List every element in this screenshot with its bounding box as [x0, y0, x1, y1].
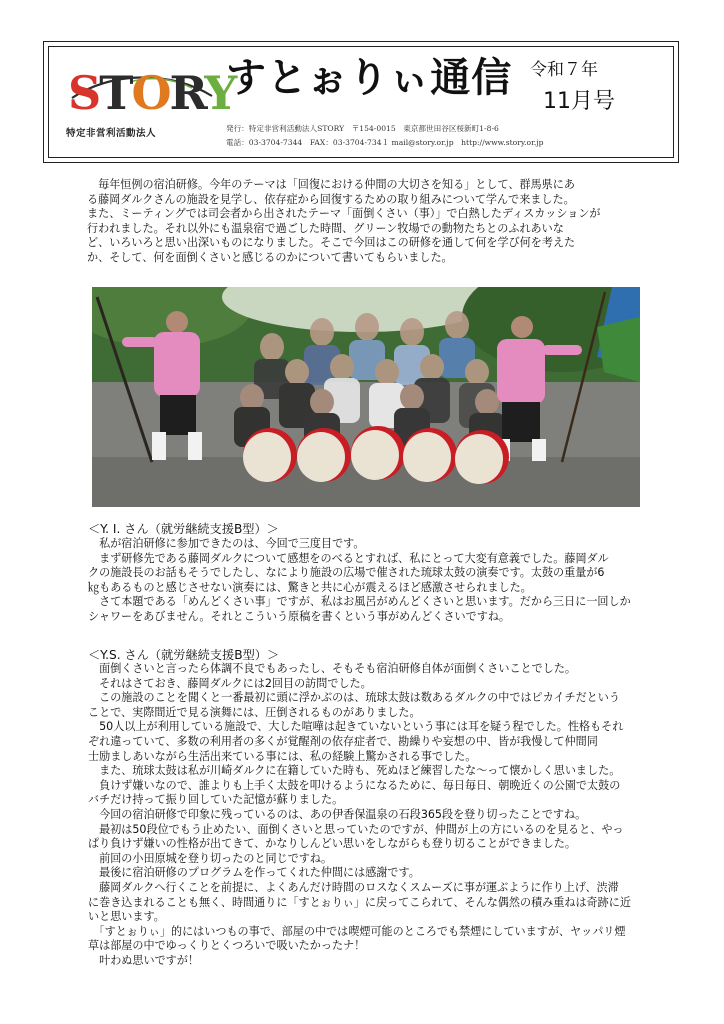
body-line: クの施設長のお話もそうでしたし、なにより施設の広場で催された琉球太鼓の演奏です。太鼓の重量が6	[88, 566, 605, 580]
contact-line-phone: 電話：03-3704-7344 FAX：03-3704-734１ mail@story.or.jp http://www.story.or.jp	[226, 138, 544, 147]
body-line: まず研修先である藤岡ダルクについて感想をのべるとすれば、私にとって大変有意義でした。藤岡ダル	[88, 551, 609, 565]
body-line: いと思います。	[88, 910, 165, 924]
body-line: 負けず嫌いなので、誰よりも上手く太鼓を叩けるようになるために、毎日毎日、朝晩近くの公園で太鼓の	[88, 778, 621, 792]
contact-line-address: 発行：特定非営利活動法人STORY 〒154-0015 東京都世田谷区桜新町1-8-6	[226, 124, 499, 133]
body-line: 叶わぬ思いですが！	[88, 953, 199, 967]
body-line: バチだけ持って振り回していた記憶が蘇りました。	[88, 793, 344, 807]
body-line: 草は部屋の中でゆっくりとくつろいで吸いたかったナ！	[88, 939, 366, 953]
body-line: ことで、実際間近で見る演舞には、圧倒されるものがありました。	[88, 705, 421, 719]
body-line: 50人以上が利用している施設で、大した喧嘩は起きていないという事には耳を疑う程でした。性格もそれ	[88, 720, 624, 734]
story-logo-text: STORY	[68, 66, 236, 120]
body-line: さて本題である「めんどくさい事」ですが、私はお風呂がめんどくさいと思います。だから三日に一回しか	[88, 595, 631, 609]
body-line: 前回の小田原城を登り切ったのと同じですね。	[88, 851, 333, 865]
newsletter-title: すとぉりぃ通信	[226, 55, 513, 101]
body-line: この施設のことを聞くと一番最初に頭に浮かぶのは、琉球太鼓は数あるダルクの中ではピカイチだという	[88, 691, 620, 705]
body-line: ぞれ違っていて、多数の利用者の多くが覚醒剤の依存症者で、勘繰りや妄想の中、皆が我慢して仲間同	[88, 734, 598, 748]
body-line: 最初は50段位でもう止めたい、面倒くさいと思っていたのですが、仲間が上の方にいるのを見ると、やっ	[88, 822, 624, 836]
body-line: ㎏もあるものと感じさせない演奏には、驚きと共に心が震えるほど感激させられました。	[88, 580, 532, 594]
issue-era: 令和７年	[530, 60, 598, 80]
body-line: ぱり負けず嫌いの性格が出てきて、かなりしんどい思いをしながらも登り切ることができました。	[88, 837, 576, 851]
section-heading-yi: ＜Y. I. さん（就労継続支援B型）＞	[88, 522, 279, 536]
body-line: 藤岡ダルクへ行くことを前提に、よくあんだけ時間のロスなくスムーズに事が運ぶように作り上げ、渋滞	[88, 880, 619, 894]
intro-line: また、ミーティングでは司会者から出されたテーマ「面倒くさい（事）」で白熱したディスカッションが	[87, 207, 601, 221]
intro-line: ど、いろいろと思い出深いものになりました。そこで今回はこの研修を通して何を学び何を考えた	[87, 236, 576, 250]
group-photo	[92, 287, 640, 507]
body-line: 面倒くさいと言ったら体調不良でもあったし、そもそも宿泊研修自体が面倒くさいことでした。	[88, 662, 577, 675]
issue-month: 11月号	[543, 89, 615, 114]
body-line: それはさておき、藤岡ダルクには2回目の訪問でした。	[88, 676, 372, 690]
body-line: 「すとぉりぃ」的にはいつもの事で、部屋の中では喫煙可能のところでも禁煙にしていますが、ヤッパリ煙	[88, 924, 626, 938]
section-body-yi	[88, 537, 648, 625]
body-line: また、琉球太鼓は私が川崎ダルクに在籍していた時も、死ぬほど練習したな～って懐かしく思いました。	[88, 764, 621, 778]
logo-subtitle: 特定非営利活動法人	[66, 128, 157, 139]
intro-line: 毎年恒例の宿泊研修。今年のテーマは「回復における仲間の大切さを知る」として、群馬県にあ	[87, 178, 575, 191]
intro-line: 行われました。それ以外にも温泉宿で過ごした時間、グリーン牧場での動物たちとのふれあいな	[87, 221, 564, 235]
body-line: シャワーをあびません。それとこういう原稿を書くという事がめんどくさいですね。	[88, 609, 511, 623]
body-line: 私が宿泊研修に参加できたのは、今回で三度目です。	[88, 537, 365, 550]
body-line: 最後に宿泊研修のプログラムを作ってくれた仲間には感謝です。	[88, 866, 420, 880]
body-line: 士励ましあいながら生活出来ている事には、私の経験上驚かされる事でした。	[88, 749, 477, 763]
body-line: 今回の宿泊研修で印象に残っているのは、あの伊香保温泉の石段365段を登り切ったことですね。	[88, 807, 587, 821]
section-body-ys	[88, 662, 653, 968]
intro-line: か、そして、何を面倒くさいと感じるのかについて書いてもらいました。	[87, 250, 453, 264]
intro-line: る藤岡ダルクさんの施設を見学し、依存症から回復するための取り組みについて学んで来ました。	[87, 192, 575, 206]
section-heading-ys: ＜Y.S. さん（就労継続支援B型）＞	[88, 648, 280, 662]
contact-info	[226, 122, 544, 150]
intro-paragraph	[87, 178, 642, 266]
body-line: に巻き込まれることも無く、時間通りに「すとぉりぃ」に戻ってこられて、そんな偶然の積み重ねは奇跡に近	[88, 895, 631, 909]
